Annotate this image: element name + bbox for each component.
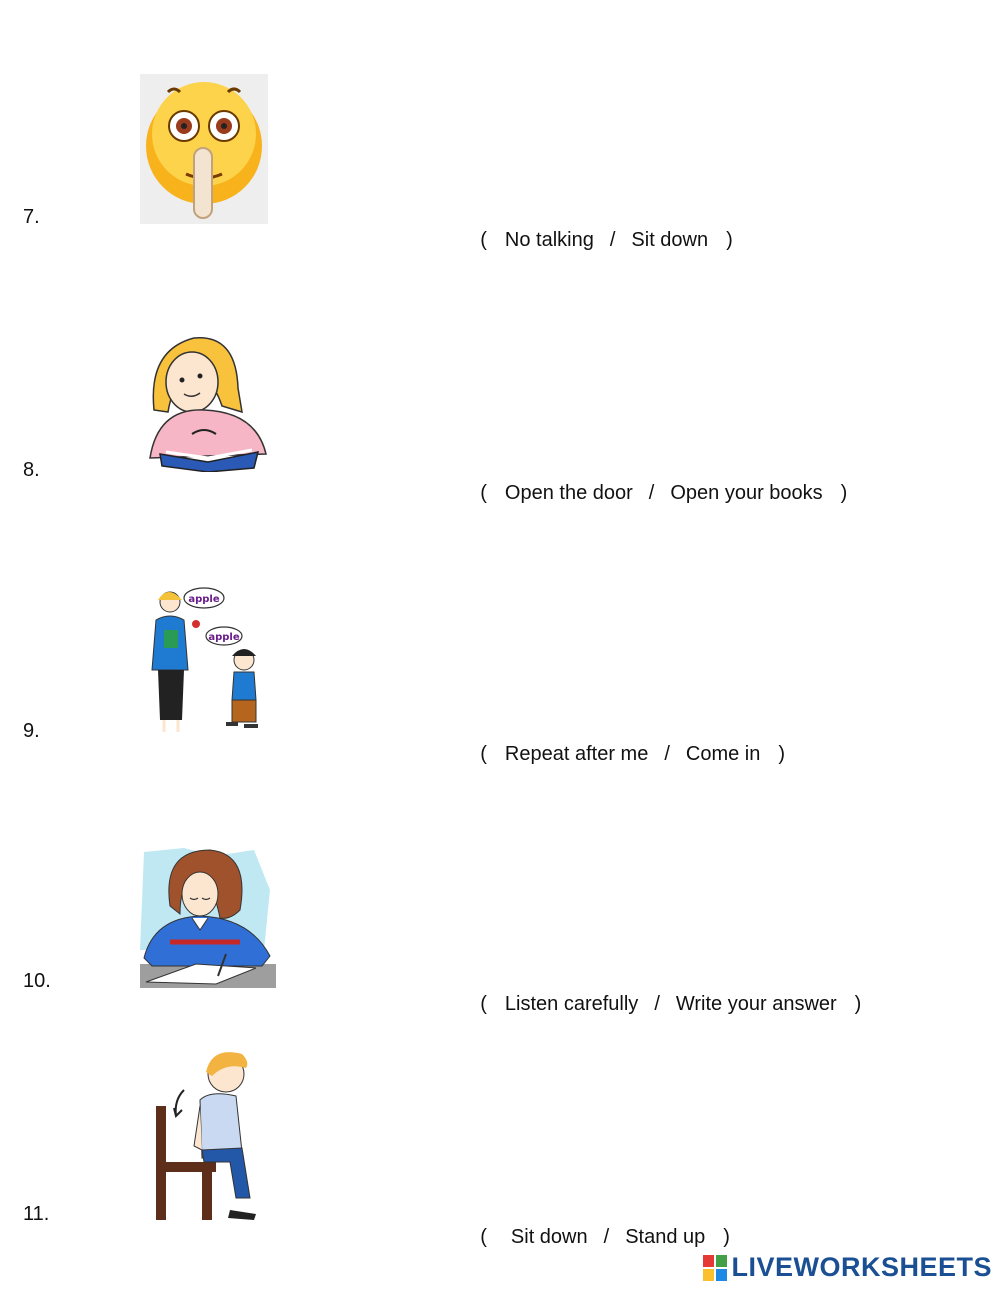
close-paren: ) xyxy=(854,993,862,1015)
open-paren: ( xyxy=(480,1226,487,1248)
question-number: 11. xyxy=(23,1203,50,1225)
brand-name: LIVEWORKSHEETS xyxy=(731,1252,992,1282)
answer-choices xyxy=(454,206,737,275)
close-paren: ) xyxy=(726,229,733,251)
question-number: 10. xyxy=(23,970,51,992)
girl-writing-icon xyxy=(140,846,276,988)
boy-sitting-down-icon xyxy=(140,1050,268,1222)
open-paren: ( xyxy=(480,229,487,251)
question-number: 8. xyxy=(23,459,40,481)
option-a[interactable]: Listen carefully xyxy=(504,993,639,1015)
question-number: 7. xyxy=(23,206,40,228)
question-number: 9. xyxy=(23,720,40,742)
option-b[interactable]: Stand up xyxy=(625,1226,706,1248)
teacher-student-apple-icon xyxy=(140,584,268,740)
slash-separator: / xyxy=(603,1226,610,1248)
open-paren: ( xyxy=(480,743,487,765)
option-b[interactable]: Write your answer xyxy=(675,993,837,1015)
answer-choices xyxy=(454,1203,734,1272)
option-a[interactable]: Repeat after me xyxy=(504,743,649,765)
girl-opening-book-icon xyxy=(140,330,272,472)
liveworksheets-logo xyxy=(703,1252,992,1283)
answer-choices xyxy=(454,720,789,789)
option-a[interactable]: Sit down xyxy=(510,1226,588,1248)
slash-separator: / xyxy=(664,743,670,765)
option-b[interactable]: Sit down xyxy=(631,229,709,251)
option-b[interactable]: Come in xyxy=(685,743,761,765)
open-paren: ( xyxy=(480,993,487,1015)
option-a[interactable]: No talking xyxy=(504,229,594,251)
close-paren: ) xyxy=(723,1226,730,1248)
close-paren: ) xyxy=(840,482,848,504)
option-b[interactable]: Open your books xyxy=(670,482,823,504)
slash-separator: / xyxy=(654,993,660,1015)
speech-bubble-student: apple xyxy=(208,632,240,643)
slash-separator: / xyxy=(648,482,655,504)
logo-blocks-icon xyxy=(703,1255,727,1281)
answer-choices xyxy=(454,459,851,528)
option-a[interactable]: Open the door xyxy=(504,482,633,504)
speech-bubble-teacher: apple xyxy=(188,594,220,605)
slash-separator: / xyxy=(609,229,616,251)
open-paren: ( xyxy=(480,482,487,504)
shush-emoji-icon xyxy=(140,74,268,224)
answer-choices xyxy=(454,970,865,1039)
close-paren: ) xyxy=(778,743,786,765)
